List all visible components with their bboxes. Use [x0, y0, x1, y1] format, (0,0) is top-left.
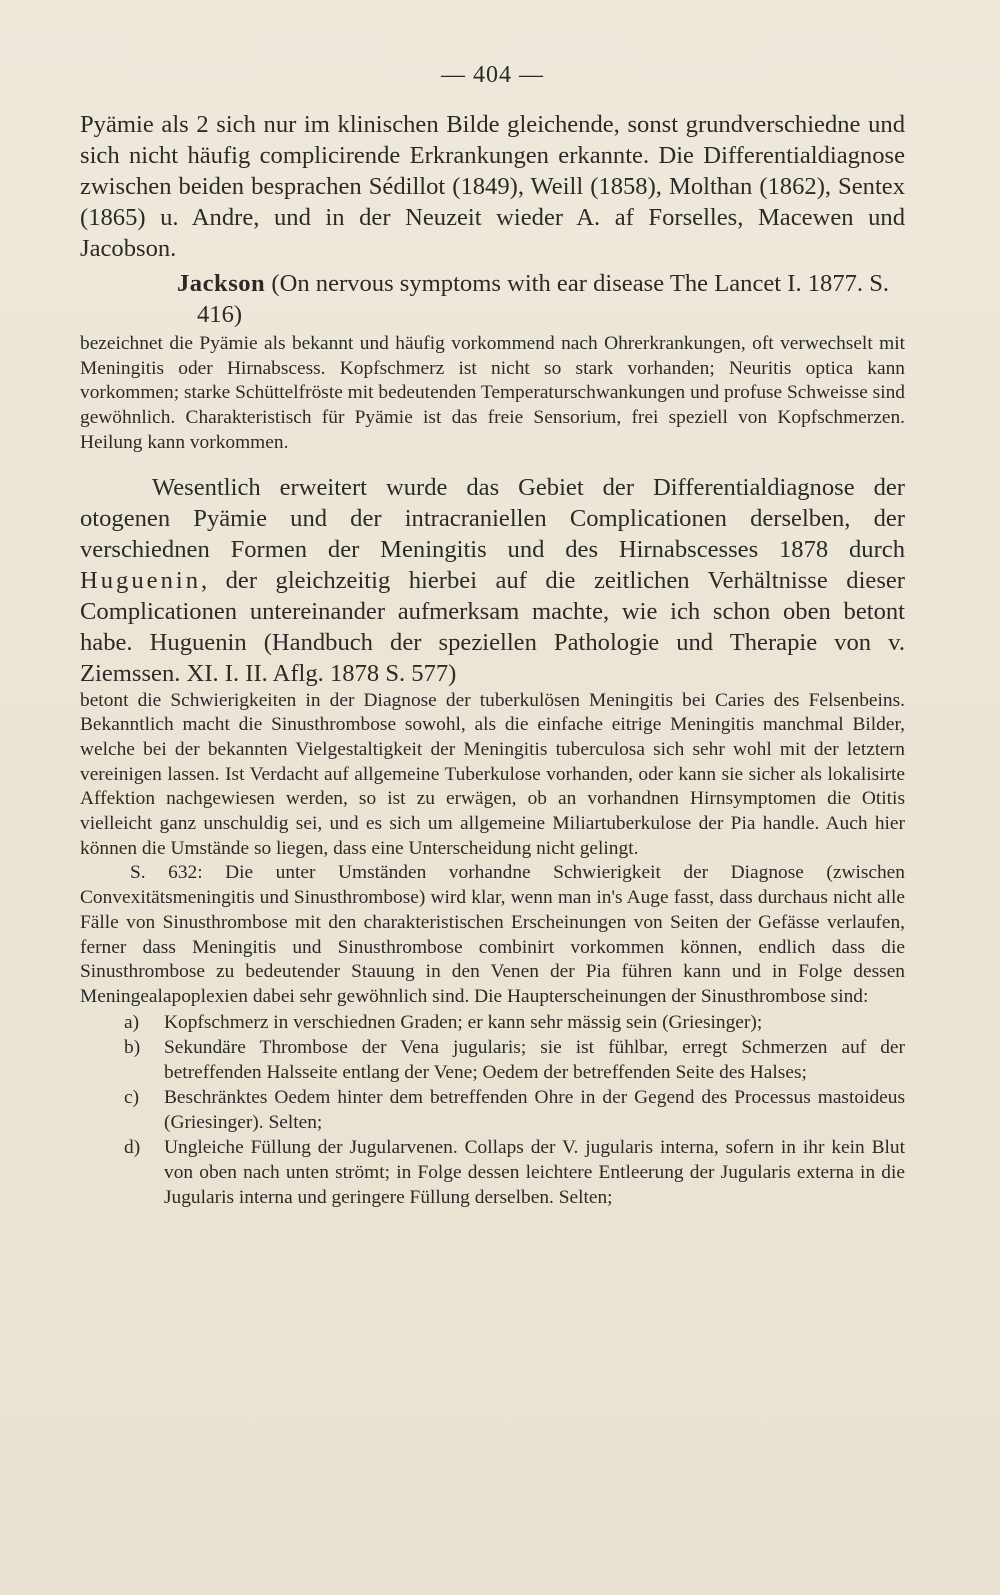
page-number: — 404 — — [441, 62, 544, 88]
paragraph-huguenin-summary: betont die Schwierigkeiten in der Diagnose der tuberkulösen Meningitis bei Caries des Felsenbeins. Bekanntlich macht die Sinusthrombose sowohl, als die einfache eitrige Meningitis manchmal Bilder, welche bei der bekannten Vielgestaltigkeit der Meningitis tuberculosa sich sehr wohl mit der letztern vereinigen lassen. Ist Verdacht auf allgemeine Tuberkulose vorhanden, oder kann sie sicher als lokalisirte Affektion nachgewiesen werden, so ist zu erwägen, ob an vorhandnen Hirnsymptomen die Otitis vielleicht ganz unschuldig sei, und es sich um allgemeine Miliartuberkulose der Pia handle. Auch hier können die Umstände so liegen, dass eine Unterscheidung nicht gelingt. — [80, 689, 905, 859]
list-item-text: Beschränktes Oedem hinter dem betreffenden Ohre in der Gegend des Processus mastoideus (Griesinger). Selten; — [164, 1086, 905, 1133]
list-item-text: Kopfschmerz in verschiednen Graden; er kann sehr mässig sein (Griesinger); — [164, 1011, 763, 1033]
list-item-text: Sekundäre Thrombose der Vena jugularis; sie ist fühlbar, erregt Schmerzen auf der betreffenden Halsseite entlang der Vene; Oedem der betreffenden Seite des Halses; — [164, 1036, 905, 1083]
list-item — [80, 1135, 905, 1210]
list-item-label: b) — [124, 1036, 141, 1058]
huguenin-text-after: , der gleichzeitig hierbei auf die zeitlichen Verhältnisse dieser Complicationen untereinander aufmerksam machte, wie ich schon oben betont habe. Huguenin (Handbuch der speziellen Pathologie und Therapie von v. Ziemssen. XI. I. II. Aflg. 1878 S. 577) — [80, 566, 905, 687]
paragraph-jackson-summary: bezeichnet die Pyämie als bekannt und häufig vorkommend nach Ohrerkrankungen, oft verwechselt mit Meningitis oder Hirnabscess. Kopfschmerz ist nicht so stark vorhanden; Neuritis optica kann vorkommen; starke Schüttelfröste mit bedeutenden Temperaturschwankungen und profuse Schweisse sind gewöhnlich. Charakteristisch für Pyämie ist das freie Sensorium, frei speziell von Kopfschmerzen. Heilung kann vorkommen. — [80, 333, 905, 453]
author-jackson: Jackson — [177, 270, 266, 297]
author-huguenin: Huguenin — [80, 566, 201, 594]
huguenin-text-before: Wesentlich erweitert wurde das Gebiet der Differentialdiagnose der otogenen Pyämie und der intracraniellen Complicationen derselben, der verschiednen Formen der Meningitis und des Hirnabscesses 1878 durch — [80, 473, 905, 563]
paragraph-intro: Pyämie als 2 sich nur im klinischen Bilde gleichende, sonst grundverschiedne und sich nicht häufig complicirende Erkrankungen erkannte. Die Differentialdiagnose zwischen beiden besprachen Sédillot (1849), Weill (1858), Molthan (1862), Sentex (1865) u. Andre, und in der Neuzeit wieder A. af Forselles, Macewen und Jacobson. — [80, 111, 905, 262]
symptom-list — [80, 1010, 905, 1210]
list-item-label: a) — [124, 1011, 140, 1033]
jackson-citation: (On nervous symptoms with ear disease The Lancet I. 1877. S. 416) — [197, 270, 890, 328]
list-item-text: Ungleiche Füllung der Jugularvenen. Collaps der V. jugularis interna, sofern in ihr kein Blut von oben nach unten strömt; in Folge dessen leichtere Entleerung der Jugularis externa in die Jugularis interna und geringere Füllung derselben. Selten; — [164, 1136, 905, 1208]
list-item-label: d) — [124, 1136, 141, 1158]
list-item — [80, 1035, 905, 1085]
paragraph-huguenin — [80, 472, 905, 689]
jackson-reference — [80, 268, 905, 330]
list-item — [80, 1010, 905, 1035]
list-item — [80, 1085, 905, 1135]
list-item-label: c) — [124, 1086, 140, 1108]
paragraph-s632: S. 632: Die unter Umständen vorhandne Schwierigkeit der Diagnose (zwischen Convexitätsmeningitis und Sinusthrombose) wird klar, wenn man in's Auge fasst, dass durchaus nicht alle Fälle von Sinusthrombose mit den charakteristischen Erscheinungen von Seiten der Gefässe verlaufen, ferner dass Meningitis und Sinusthrombose combinirt vorkommen können, endlich dass die Sinusthrombose zu bedeutender Stauung in den Venen der Pia führen kann und in Folge dessen Meningealapoplexien dabei sehr gewöhnlich sind. Die Haupterscheinungen der Sinusthrombose sind: — [80, 862, 905, 1007]
